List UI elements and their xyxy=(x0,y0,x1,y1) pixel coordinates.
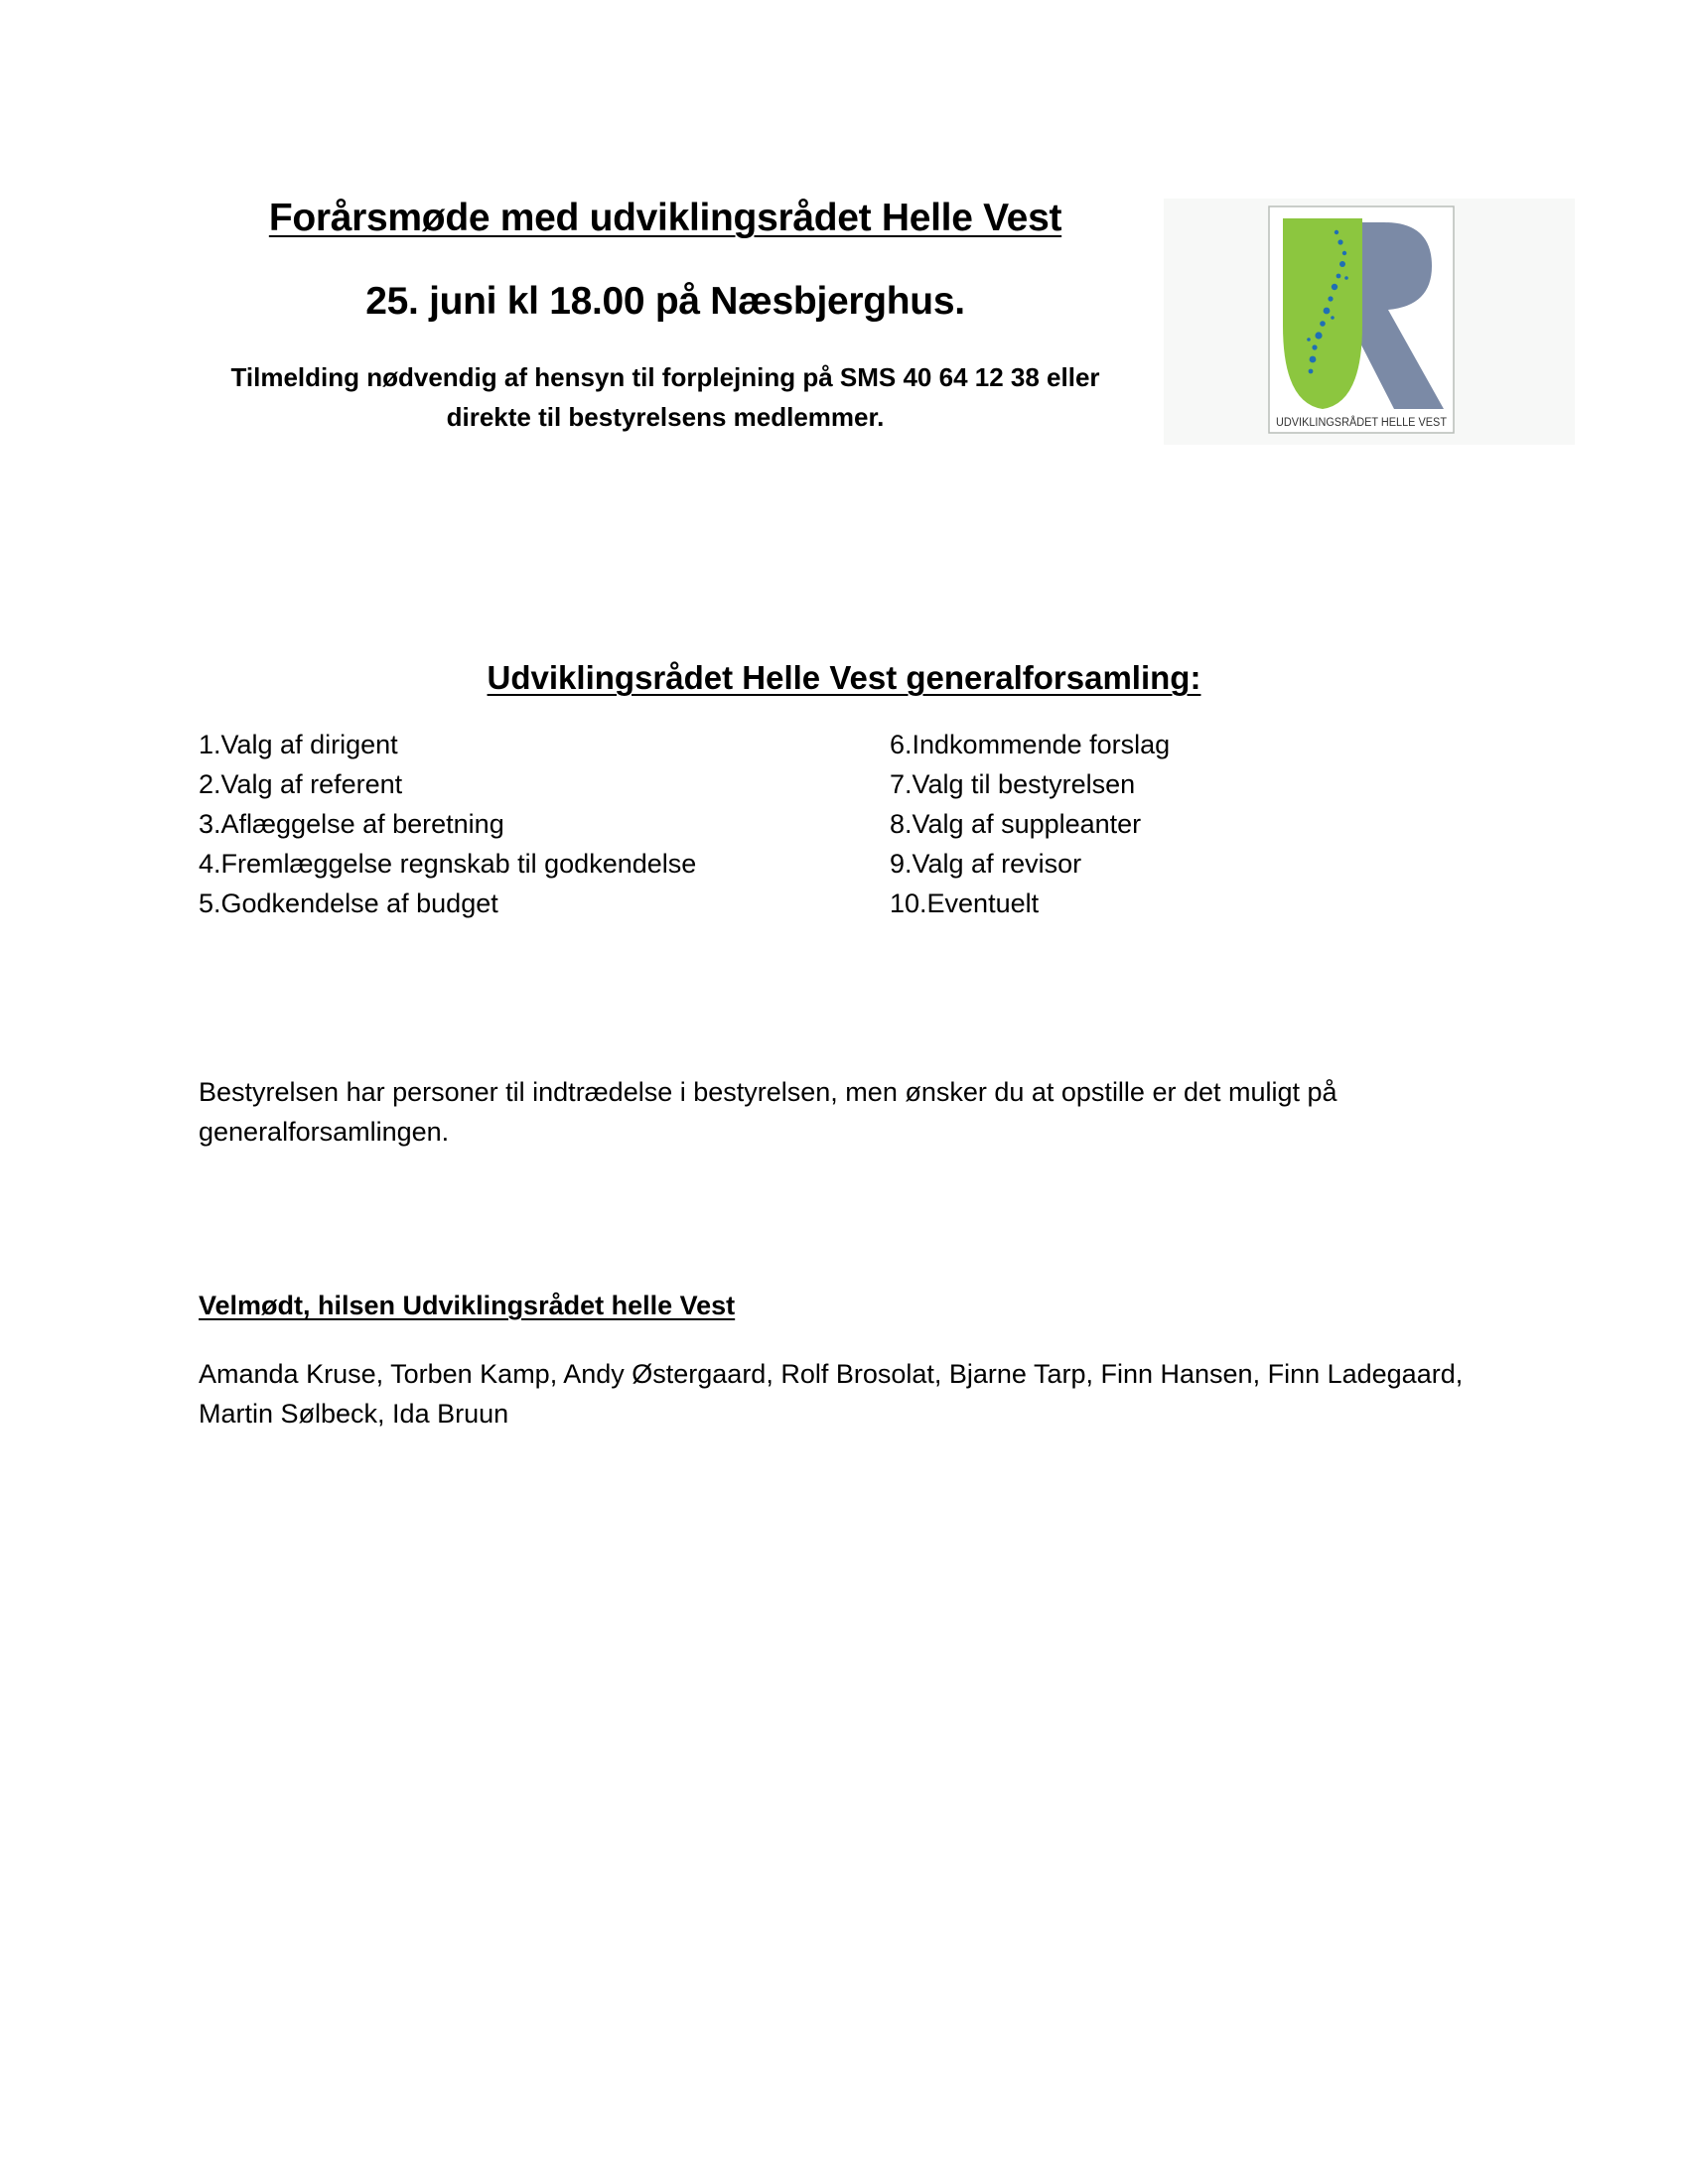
agenda-item: 1.Valg af dirigent xyxy=(199,730,398,759)
agenda-item: 8.Valg af suppleanter xyxy=(890,809,1142,839)
logo-caption: UDVIKLINGSRÅDET HELLE VEST xyxy=(1276,417,1457,429)
logo-graphic xyxy=(1164,199,1575,445)
organization-logo xyxy=(1164,199,1575,445)
board-paragraph-line-1: Bestyrelsen har personer til indtrædelse i bestyrelsen, men ønsker du at opstille er det muligt på xyxy=(199,1077,1337,1107)
agenda-item: 10.Eventuelt xyxy=(890,888,1040,918)
signoff-greeting: Velmødt, hilsen Udviklingsrådet helle Vest xyxy=(199,1291,736,1320)
board-paragraph-line-2: generalforsamlingen. xyxy=(199,1117,450,1147)
logo-green-shield xyxy=(1283,218,1362,409)
agenda-heading: Udviklingsrådet Helle Vest generalforsamling: xyxy=(487,659,1201,696)
board-members xyxy=(199,1354,1519,1433)
agenda-item: 5.Godkendelse af budget xyxy=(199,888,498,918)
agenda-item: 9.Valg af revisor xyxy=(890,849,1082,879)
registration-note xyxy=(199,357,1132,437)
board-paragraph xyxy=(199,1072,1489,1152)
page-title: Forårsmøde med udviklingsrådet Helle Vest xyxy=(268,197,1062,239)
meeting-date: 25. juni kl 18.00 på Næsbjerghus. xyxy=(365,280,965,323)
board-members-line-1: Amanda Kruse, Torben Kamp, Andy Østergaard, Rolf Brosolat, Bjarne Tarp, Finn Hansen, Finn Ladegaard, xyxy=(199,1359,1464,1389)
agenda-item: 2.Valg af referent xyxy=(199,769,403,799)
agenda-item: 4.Fremlæggelse regnskab til godkendelse xyxy=(199,849,697,879)
agenda-item: 6.Indkommende forslag xyxy=(890,730,1171,759)
agenda-list-left xyxy=(199,725,874,923)
registration-line-1: Tilmelding nødvendig af hensyn til forplejning på SMS 40 64 12 38 eller xyxy=(230,362,1100,392)
agenda-item: 3.Aflæggelse af beretning xyxy=(199,809,504,839)
registration-line-2: direkte til bestyrelsens medlemmer. xyxy=(446,402,885,432)
board-members-line-2: Martin Sølbeck, Ida Bruun xyxy=(199,1399,509,1429)
agenda-list-right xyxy=(890,725,1485,923)
agenda-item: 7.Valg til bestyrelsen xyxy=(890,769,1136,799)
